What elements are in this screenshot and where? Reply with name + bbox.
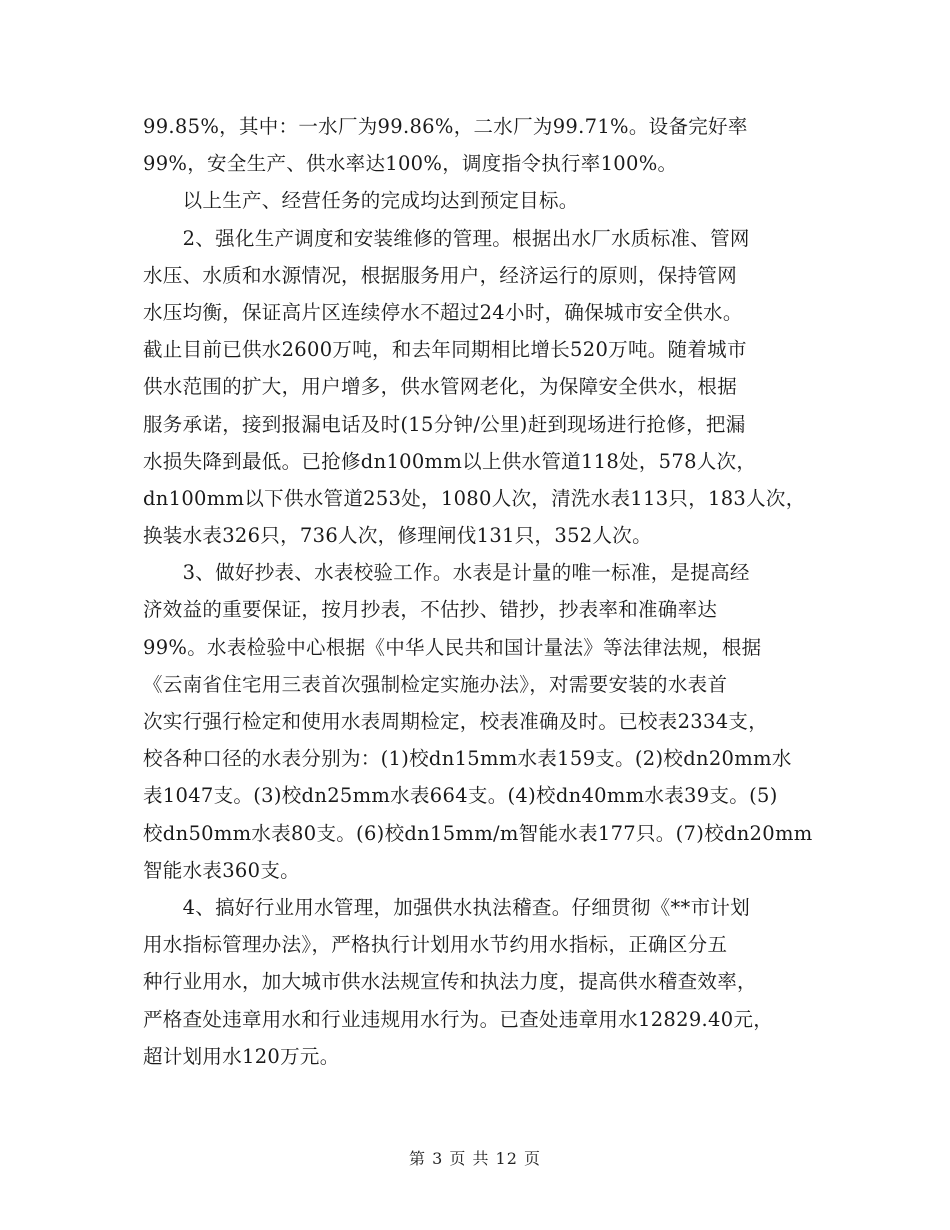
text-line: 99%，安全生产、供水率达100%，调度指令执行率100%。: [143, 152, 678, 176]
text-line: 超计划用水120万元。: [143, 1044, 340, 1068]
text-line: 截止目前已供水2600万吨，和去年同期相比增长520万吨。随着城市: [143, 338, 747, 362]
text-line: 用水指标管理办法》，严格执行计划用水节约用水指标，正确区分五: [143, 933, 728, 957]
text-line: 济效益的重要保证，按月抄表，不估抄、错抄，抄表率和准确率达: [143, 598, 718, 622]
text-line: 99.85%，其中：一水厂为99.86%，二水厂为99.71%。设备完好率: [143, 115, 748, 138]
text-line: 校各种口径的水表分别为：(1)校dn15mm水表159支。(2)校dn20mm水: [143, 747, 792, 771]
text-line: 2、强化生产调度和安装维修的管理。根据出水厂水质标准、管网: [143, 226, 750, 250]
body-text: [143, 108, 813, 1075]
text-line: 《云南省住宅用三表首次强制检定实施办法》，对需要安装的水表首: [143, 672, 728, 696]
text-line: dn100mm以下供水管道253处，1080人次，清洗水表113只，183人次，: [143, 486, 806, 510]
text-line: 智能水表360支。: [143, 858, 300, 882]
text-line: 99%。水表检验中心根据《中华人民共和国计量法》等法律法规，根据: [143, 635, 762, 659]
text-line: 以上生产、经营任务的完成均达到预定目标。: [143, 189, 579, 213]
text-line: 种行业用水，加大城市供水法规宣传和执法力度，提高供水稽查效率，: [143, 970, 757, 994]
text-line: 水压、水质和水源情况，根据服务用户，经济运行的原则，保持管网: [143, 263, 738, 287]
text-line: 3、做好抄表、水表校验工作。水表是计量的唯一标准，是提高经: [143, 561, 750, 585]
text-line: 服务承诺，接到报漏电话及时(15分钟/公里)赶到现场进行抢修，把漏: [143, 412, 746, 436]
text-line: 水损失降到最低。已抢修dn100mm以上供水管道118处，578人次，: [143, 449, 757, 473]
page-footer: [0, 1146, 950, 1169]
text-line: 水压均衡，保证高片区连续停水不超过24小时，确保城市安全供水。: [143, 300, 743, 324]
text-line: 表1047支。(3)校dn25mm水表664支。(4)校dn40mm水表39支。(5): [143, 784, 778, 808]
text-line: 次实行强行检定和使用水表周期检定，校表准确及时。已校表2334支，: [143, 710, 769, 733]
page-number-label: 第 3 页 共 12 页: [409, 1149, 541, 1168]
text-line: 换装水表326只，736人次，修理闸伐131只，352人次。: [143, 524, 652, 548]
text-line: 4、搞好行业用水管理，加强供水执法稽查。仔细贯彻《**市计划: [143, 895, 751, 919]
text-line: 供水范围的扩大，用户增多，供水管网老化，为保障安全供水，根据: [143, 375, 738, 399]
text-line: 严格查处违章用水和行业违规用水行为。已查处违章用水12829.40元，: [143, 1007, 774, 1031]
text-line: 校dn50mm水表80支。(6)校dn15mm/m智能水表177只。(7)校dn20mm: [143, 821, 813, 845]
